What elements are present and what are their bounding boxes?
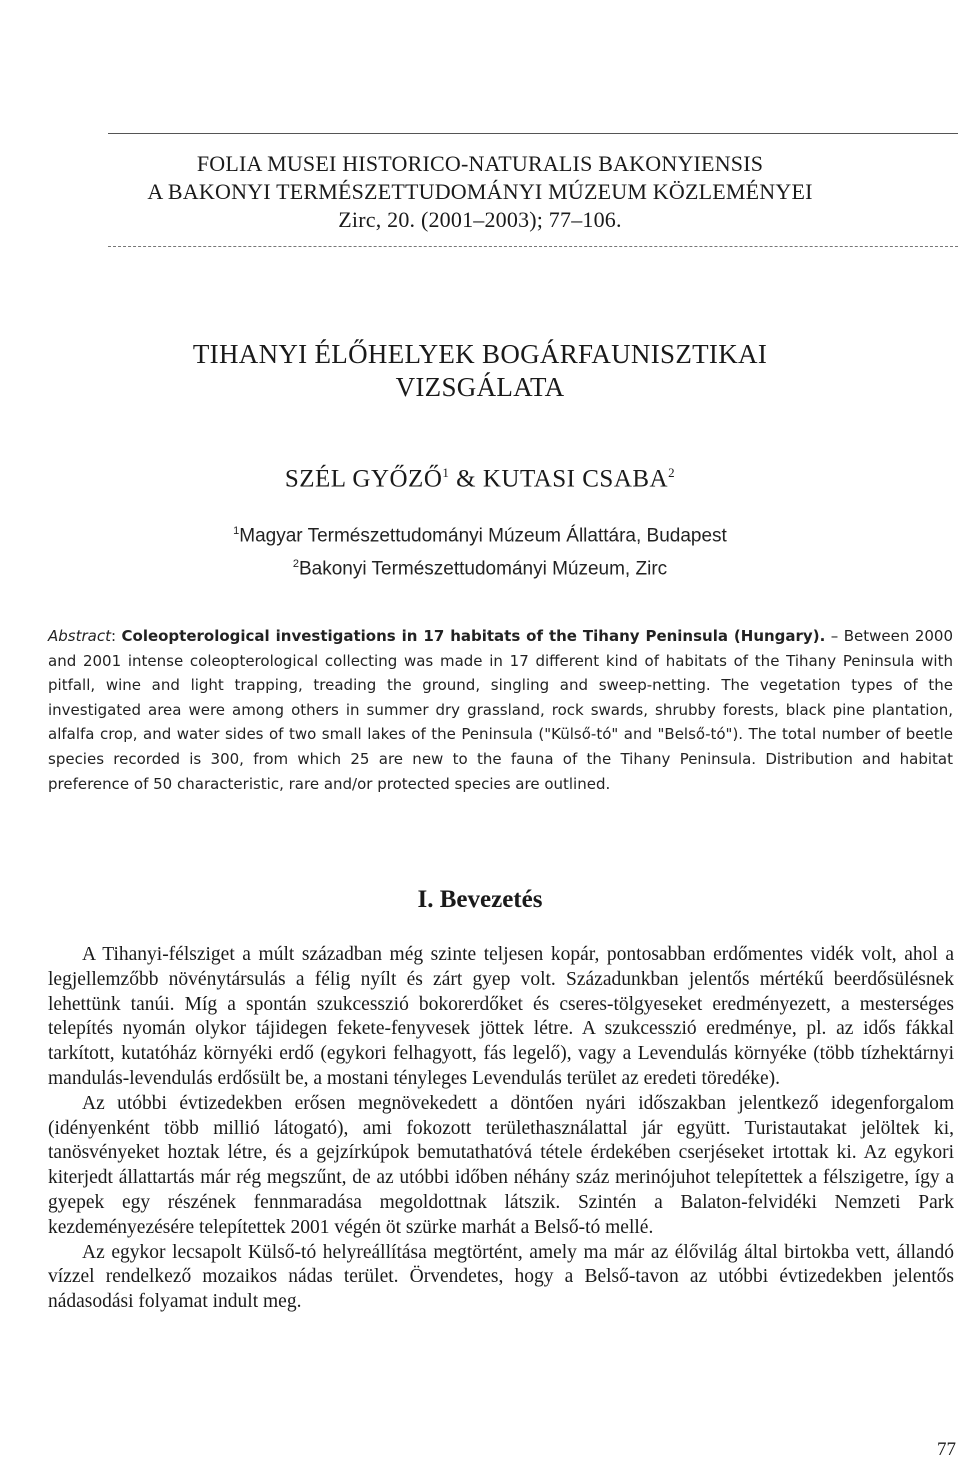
paragraph-2: Az utóbbi évtizedekben erősen megnövekedett a döntően nyári időszakban jelentkező idegenforgalom (idényenként több millió látogató), ami fokozott területhasználattal jár együtt. Turistautakat jelöltek ki, tanösvényeket hoztak létre, és a gejzírkúpok bemutathatóvá tétele érdekében cserjéseket irtottak ki. Az egykori kiterjedt állattartás már rég megszűnt, de az utóbbi időben néhány száz merinójuhot telepítettek a félszigetre, így a gyepek egy részének fennmaradása megoldottnak látszik. Szintén a Balaton-felvidéki Nemzeti Park kezdeményezésére telepítettek 2001 végén öt szürke marhát a Belső-tó mellé. [48, 1092, 954, 1238]
paragraph-3: Az egykor lecsapolt Külső-tó helyreállítása megtörtént, amely ma már az élővilág által birtokba vett, állandó vízzel rendelkező mozaikos nádas terület. Örvendetes, hogy a Belső-tavon az utóbbi évtizedekben jelentős nádasodási folyamat indult meg. [48, 1241, 954, 1313]
abstract-title: Coleopterological investigations in 17 habitats of the Tihany Peninsula (Hungary). [121, 627, 826, 645]
title-line-2: VIZSGÁLATA [395, 372, 565, 402]
paper-title [60, 338, 900, 404]
abstract [48, 624, 953, 796]
section-heading: I. Bevezetés [417, 886, 543, 913]
affiliations [60, 517, 900, 584]
journal-citation: Zirc, 20. (2001–2003); 77–106. [338, 207, 622, 232]
title-line-1: TIHANYI ÉLŐHELYEK BOGÁRFAUNISZTIKAI [192, 339, 768, 369]
author-1-affiliation-mark: 1 [442, 465, 450, 480]
header-bottom-rule [108, 246, 958, 247]
affiliation-2 [60, 550, 900, 583]
affiliation-1-mark: 1 [233, 525, 240, 537]
affiliation-2-mark: 2 [292, 558, 299, 571]
affiliation-2-text: Bakonyi Természettudományi Múzeum, Zirc [298, 558, 668, 580]
affiliation-1-text: Magyar Természettudományi Múzeum Állattára, Budapest [239, 525, 727, 547]
abstract-label: Abstract [48, 627, 111, 645]
section-body [48, 943, 954, 1315]
header-top-rule [108, 133, 958, 134]
author-2-affiliation-mark: 2 [668, 465, 676, 480]
paragraph-1: A Tihanyi-félsziget a múlt században még szinte teljesen kopár, pontosabban erdőmentes vidék volt, ahol a legjellemzőbb növénytársulás a félig nyílt és zárt gyep volt. Századunkban jelentős mértékű beerdősülésnek lehettünk tanúi. Míg a spontán szukcesszió bokorerdőket és cseres-tölgyeseket eredményezett, a mesterséges telepítés nyomán olykor tájidegen fekete-fenyvesek jöttek létre. A szukcesszió eredménye, pl. az idős fákkal tarkított, kutatóház környéki erdő (egykori felhagyott, fás legelő), vagy a Levendulás környéke (több tízhektárnyi mandulás-levendulás erdősült be, a mostani tényleges Levendulás terület az eredeti töredéke). [48, 944, 954, 1089]
journal-name: FOLIA MUSEI HISTORICO-NATURALIS BAKONYIENSIS [196, 151, 764, 176]
author-2: KUTASI CSABA [482, 465, 669, 493]
author-1: SZÉL GYŐZŐ [284, 465, 443, 493]
journal-header [100, 150, 860, 234]
abstract-label-colon: : [110, 627, 122, 645]
abstract-text: – Between 2000 and 2001 intense coleopterological collecting was made in 17 different kind of habitats of the Tihany Peninsula with pitfall, wine and light trapping, treading the ground, singling and sweep-netting. The vegetation types of the investigated area were among others in summer dry grassland, rock swards, shrubby forests, black pine plantation, alfalfa crop, and water sides of two small lakes of the Peninsula ("Külső-tó" and "Belső-tó"). The total number of beetle species recorded is 300, from which 25 are new to the fauna of the Tihany Peninsula. Distribution and habitat preference of 50 characteristic, rare and/or protected species are outlined. [48, 627, 953, 793]
author-separator: & [456, 465, 477, 493]
affiliation-1 [60, 517, 900, 550]
author-list [60, 465, 900, 493]
journal-subtitle: A BAKONYI TERMÉSZETTUDOMÁNYI MÚZEUM KÖZLEMÉNYEI [147, 179, 813, 204]
page-number: 77 [937, 1439, 956, 1460]
